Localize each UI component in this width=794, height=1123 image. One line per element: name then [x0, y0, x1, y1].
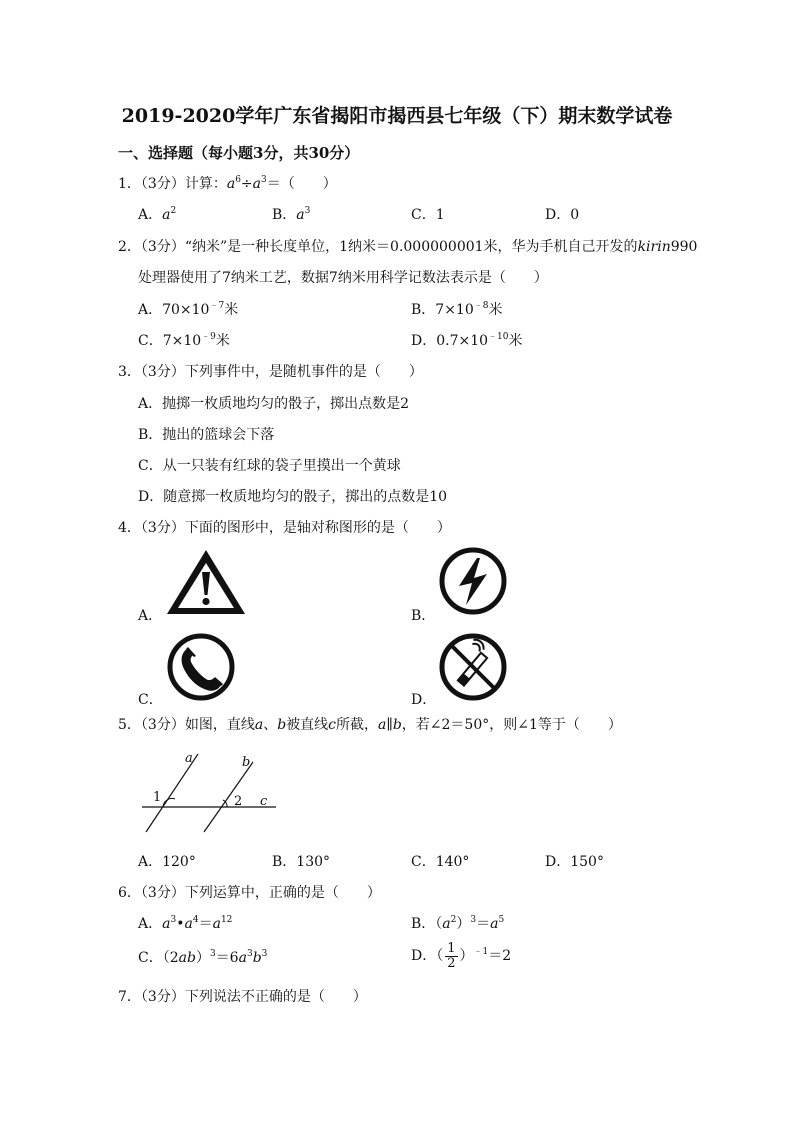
label-a: a	[185, 751, 193, 766]
lightning-bolt-icon[interactable]	[439, 547, 507, 615]
parallel-lines-figure	[138, 748, 283, 838]
question-3-stem: 3．（3分）下列事件中，是随机事件的是（ ）	[118, 364, 423, 380]
question-3-option-c[interactable]: C．从一只装有红球的袋子里摸出一个黄球	[138, 458, 401, 474]
question-5-option-a[interactable]: A．120°	[138, 854, 196, 870]
line-b	[204, 762, 253, 832]
label-c: c	[260, 794, 268, 809]
question-1-option-b[interactable]: B．$a^3$	[272, 206, 311, 223]
telephone-icon[interactable]	[167, 633, 235, 701]
question-4-option-d-label[interactable]: D．	[411, 692, 437, 708]
fraction-one-half: $\frac{1}{2}$	[447, 940, 456, 971]
angle-1-arc	[163, 798, 175, 807]
question-2-stem-line-1: 2．（3分）“纳米”是一种长度单位，1纳米＝0.000000001米，华为手机自己开发的kirin990	[118, 239, 698, 255]
question-4-option-a-label[interactable]: A．	[138, 608, 163, 624]
warning-triangle-icon[interactable]	[165, 548, 247, 616]
no-smoking-icon[interactable]	[439, 633, 507, 701]
question-5-option-d[interactable]: D．150°	[545, 854, 604, 870]
page-title: 2019-2020学年广东省揭阳市揭西县七年级（下）期末数学试卷	[121, 105, 673, 127]
question-1-option-a[interactable]: A．$a^2$	[138, 206, 177, 223]
question-2-option-a[interactable]: A．$70\times 10^{﹣7}$米	[138, 301, 239, 318]
label-b: b	[242, 755, 251, 770]
question-6-option-c[interactable]: C．$(2ab)^3=6a^3b^3$	[138, 949, 268, 966]
question-2-stem-line-2: 处理器使用了7纳米工艺，数据7纳米用科学记数法表示是（ ）	[138, 270, 548, 286]
question-3-option-d[interactable]: D．随意掷一枚质地均匀的骰子，掷出的点数是10	[138, 489, 448, 505]
question-2-option-c[interactable]: C．$7\times 10^{﹣9}$米	[138, 332, 230, 349]
question-1-option-c[interactable]: C．1	[411, 207, 445, 223]
question-5-option-b[interactable]: B．130°	[272, 854, 331, 870]
question-7-stem: 7．（3分）下列说法不正确的是（ ）	[118, 989, 367, 1005]
question-3-option-b[interactable]: B．抛出的篮球会下落	[138, 427, 275, 443]
question-1-stem: 1．（3分）计算：$a^6\div a^3=$（ ）	[118, 175, 337, 192]
question-6-option-a[interactable]: A．$a^3•a^4=a^{12}$	[138, 915, 233, 932]
label-angle-2: 2	[234, 794, 243, 809]
question-4-option-c-label[interactable]: C．	[138, 692, 163, 708]
section-heading: 一、选择题（每小题3分，共30分）	[118, 144, 360, 162]
question-2-option-d[interactable]: D．$0.7\times 10^{﹣10}$米	[411, 332, 523, 349]
question-1-option-d[interactable]: D．0	[545, 207, 580, 223]
question-6-option-b[interactable]: B．$(a^2)^3=a^5$	[411, 915, 505, 932]
question-4-stem: 4．（3分）下面的图形中，是轴对称图形的是（ ）	[118, 520, 451, 536]
question-6-option-d[interactable]: D．（ $\frac{1}{2}$ ）$^{﹣1}$＝2	[411, 940, 512, 971]
question-3-option-a[interactable]: A．抛掷一枚质地均匀的骰子，掷出点数是2	[138, 396, 410, 412]
label-angle-1: 1	[153, 790, 162, 805]
question-6-stem: 6．（3分）下列运算中，正确的是（ ）	[118, 885, 381, 901]
question-2-option-b[interactable]: B．$7\times 10^{﹣8}$米	[411, 301, 503, 318]
question-5-stem: 5．（3分）如图，直线a、b被直线c所截，a∥b，若∠2＝50°，则∠1等于（ ）	[118, 717, 622, 733]
question-4-option-b-label[interactable]: B．	[411, 608, 436, 624]
question-5-option-c[interactable]: C．140°	[411, 854, 470, 870]
